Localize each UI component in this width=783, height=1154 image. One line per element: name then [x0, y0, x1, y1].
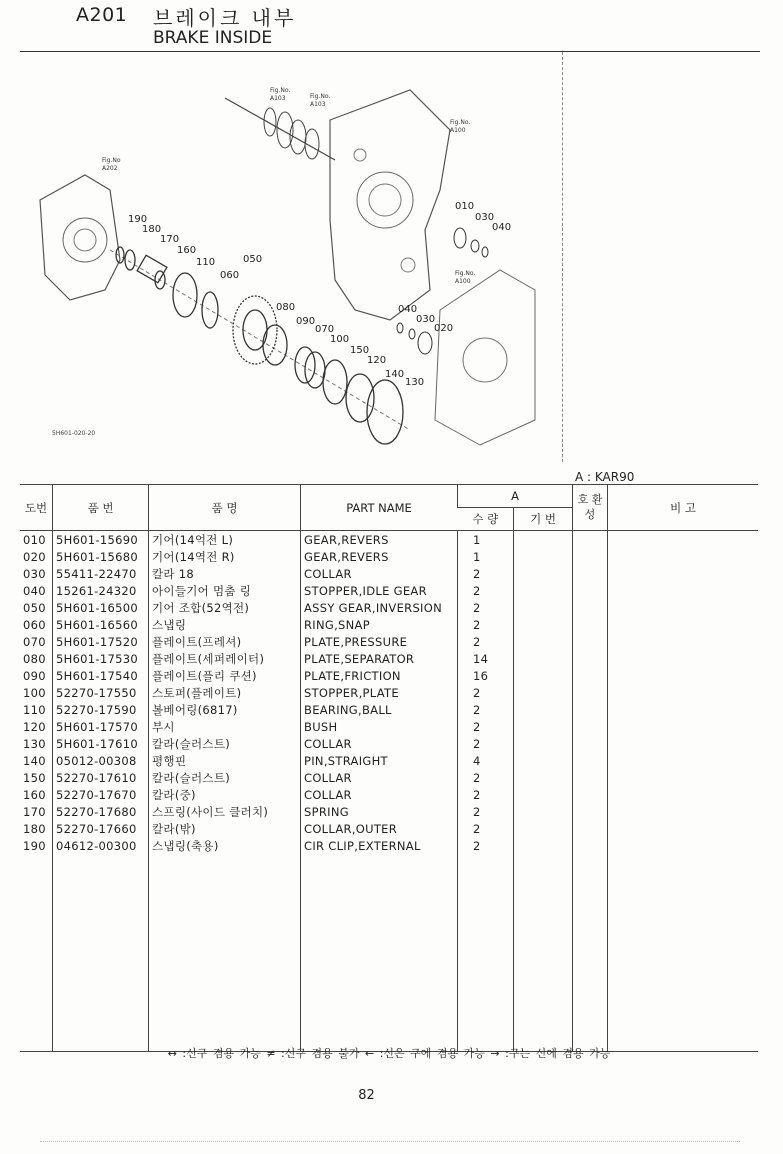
blank-cell: [149, 854, 301, 1052]
part-name-korean: 플레이트(플리 쿠션): [149, 667, 301, 684]
remarks: [608, 684, 759, 701]
interchangeability: [573, 701, 608, 718]
part-ref-no: 060: [23, 617, 46, 632]
remarks: [608, 599, 759, 616]
part-name-korean: 플레이트(프레셔): [149, 633, 301, 650]
table-row: [20, 837, 758, 854]
table-row: [20, 531, 758, 549]
quantity: 2: [458, 616, 514, 633]
interchangeability: [573, 599, 608, 616]
part-name-korean: 기어(14억전 L): [149, 531, 301, 549]
part-name-english: PIN,STRAIGHT: [301, 752, 458, 769]
base-number: [514, 803, 573, 820]
part-ref-no: 030: [23, 566, 46, 581]
callout-label: 010: [455, 201, 475, 212]
part-number: 5H601-17530: [53, 650, 149, 667]
part-name-korean: 칼라(슬러스트): [149, 769, 301, 786]
quantity: 2: [458, 684, 514, 701]
part-name-english: COLLAR: [301, 565, 458, 582]
fig-ref-label: Fig.No.: [310, 93, 331, 100]
callout-label: 090: [296, 316, 316, 327]
remarks: [608, 803, 759, 820]
interchangeability: [573, 718, 608, 735]
table-row: [20, 718, 758, 735]
table-row: [20, 616, 758, 633]
base-number: [514, 633, 573, 650]
base-number: [514, 548, 573, 565]
part-name-korean: 스프링(사이드 클러치): [149, 803, 301, 820]
part-name-korean: 칼라(슬러스트): [149, 735, 301, 752]
interchange-legend: ↔ :신구 겸용 가능 ≠ :신구 겸용 불가 ← :신은 구에 겸용 가능 → :구는 신에 겸용 가능: [167, 1047, 611, 1060]
blank-cell: [53, 854, 149, 1052]
part-name-english: CIR CLIP,EXTERNAL: [301, 837, 458, 854]
quantity: 4: [458, 752, 514, 769]
part-number: 5H601-17540: [53, 667, 149, 684]
drawing-code: 5H601-020-20: [52, 430, 96, 437]
table-row: [20, 633, 758, 650]
interchangeability: [573, 769, 608, 786]
callout-label: 040: [398, 304, 418, 315]
part-name-english: GEAR,REVERS: [301, 531, 458, 549]
table-row: [20, 548, 758, 565]
page-number: 82: [358, 1088, 375, 1103]
part-ref-no: 140: [23, 753, 46, 768]
col-header-part-name: PART NAME: [301, 485, 458, 531]
part-name-english: SPRING: [301, 803, 458, 820]
part-number: 52270-17680: [53, 803, 149, 820]
interchangeability: [573, 684, 608, 701]
blank-cell: [514, 854, 573, 1052]
catalog-code: A201: [76, 4, 128, 26]
fig-ref-label: Fig.No.: [455, 270, 476, 277]
remarks: [608, 667, 759, 684]
part-number: 5H601-16500: [53, 599, 149, 616]
part-ref-no: 080: [23, 651, 46, 666]
remarks: [608, 531, 759, 549]
callout-label: 030: [475, 212, 495, 223]
part-number: 52270-17590: [53, 701, 149, 718]
col-header-base-no: 기 번: [514, 508, 573, 531]
part-number: 5H601-17610: [53, 735, 149, 752]
quantity: 2: [458, 599, 514, 616]
interchangeability: [573, 667, 608, 684]
blank-cell: [20, 854, 53, 1052]
callout-label: 040: [492, 222, 512, 233]
interchangeability: [573, 548, 608, 565]
quantity: 2: [458, 735, 514, 752]
part-number: 52270-17550: [53, 684, 149, 701]
page-title-korean: 브레이크 내부: [153, 6, 297, 30]
part-number: 5H601-15680: [53, 548, 149, 565]
table-row: [20, 752, 758, 769]
part-name-english: BUSH: [301, 718, 458, 735]
table-blank-area: [20, 854, 758, 1052]
base-number: [514, 718, 573, 735]
remarks: [608, 752, 759, 769]
base-number: [514, 701, 573, 718]
part-name-korean: 스냅링(축용): [149, 837, 301, 854]
base-number: [514, 769, 573, 786]
part-ref-no: 150: [23, 770, 46, 785]
table-row: [20, 667, 758, 684]
part-name-korean: 평행핀: [149, 752, 301, 769]
parts-table: [20, 484, 758, 1052]
base-number: [514, 599, 573, 616]
part-name-english: STOPPER,PLATE: [301, 684, 458, 701]
col-header-group-a: A: [458, 485, 573, 508]
interchangeability: [573, 565, 608, 582]
part-name-korean: 기어 조합(52역전): [149, 599, 301, 616]
quantity: 2: [458, 803, 514, 820]
table-row: [20, 599, 758, 616]
part-name-korean: 칼라(중): [149, 786, 301, 803]
part-name-english: COLLAR,OUTER: [301, 820, 458, 837]
blank-cell: [458, 854, 514, 1052]
callout-label: 060: [220, 270, 240, 281]
part-name-english: RING,SNAP: [301, 616, 458, 633]
part-name-english: STOPPER,IDLE GEAR: [301, 582, 458, 599]
part-ref-no: 010: [23, 532, 46, 547]
interchangeability: [573, 582, 608, 599]
part-number: 52270-17660: [53, 820, 149, 837]
part-number: 5H601-16560: [53, 616, 149, 633]
part-ref-no: 020: [23, 549, 46, 564]
base-number: [514, 667, 573, 684]
callout-label: 100: [330, 334, 350, 345]
part-ref-no: 100: [23, 685, 46, 700]
table-row: [20, 769, 758, 786]
part-name-korean: 스토퍼(플레이트): [149, 684, 301, 701]
part-name-english: BEARING,BALL: [301, 701, 458, 718]
base-number: [514, 820, 573, 837]
callout-label: 180: [142, 224, 162, 235]
interchangeability: [573, 803, 608, 820]
quantity: 2: [458, 565, 514, 582]
part-name-korean: 칼라(밖): [149, 820, 301, 837]
base-number: [514, 650, 573, 667]
remarks: [608, 650, 759, 667]
base-number: [514, 531, 573, 549]
base-number: [514, 837, 573, 854]
callout-label: 020: [434, 323, 454, 334]
part-number: 05012-00308: [53, 752, 149, 769]
fig-ref-number: A100: [455, 278, 471, 285]
part-ref-no: 180: [23, 821, 46, 836]
exploded-parts-diagram: [30, 60, 555, 450]
fig-ref-label: Fig.No.: [450, 119, 471, 126]
quantity: 16: [458, 667, 514, 684]
blank-cell: [573, 854, 608, 1052]
part-name-korean: 기어(14역전 R): [149, 548, 301, 565]
part-number: 5H601-15690: [53, 531, 149, 549]
table-row: [20, 701, 758, 718]
part-ref-no: 040: [23, 583, 46, 598]
part-name-korean: 아이들기어 멈춤 링: [149, 582, 301, 599]
fig-ref-label: Fig.No: [102, 157, 121, 164]
quantity: 2: [458, 718, 514, 735]
base-number: [514, 735, 573, 752]
part-name-english: ASSY GEAR,INVERSION: [301, 599, 458, 616]
base-number: [514, 786, 573, 803]
callout-label: 130: [405, 377, 425, 388]
table-row: [20, 803, 758, 820]
fig-ref-number: A103: [310, 101, 326, 108]
part-ref-no: 110: [23, 702, 46, 717]
fig-ref-label: Fig.No.: [270, 87, 291, 94]
part-ref-no: 120: [23, 719, 46, 734]
col-header-part-no: 품 번: [53, 485, 149, 531]
page-title-english: BRAKE INSIDE: [153, 28, 273, 48]
interchangeability: [573, 531, 608, 549]
remarks: [608, 735, 759, 752]
fig-ref-number: A103: [270, 95, 286, 102]
interchangeability: [573, 650, 608, 667]
quantity: 1: [458, 548, 514, 565]
quantity: 2: [458, 769, 514, 786]
remarks: [608, 548, 759, 565]
callout-label: 170: [160, 234, 180, 245]
part-ref-no: 190: [23, 838, 46, 853]
part-number: 04612-00300: [53, 837, 149, 854]
part-name-korean: 스냅링: [149, 616, 301, 633]
part-number: 5H601-17570: [53, 718, 149, 735]
callout-label: 190: [128, 214, 148, 225]
interchangeability: [573, 837, 608, 854]
interchangeability: [573, 786, 608, 803]
quantity: 14: [458, 650, 514, 667]
table-row: [20, 786, 758, 803]
remarks: [608, 718, 759, 735]
callout-label: 140: [385, 369, 405, 380]
callout-label: 160: [177, 245, 197, 256]
remarks: [608, 565, 759, 582]
part-name-english: GEAR,REVERS: [301, 548, 458, 565]
part-name-english: COLLAR: [301, 786, 458, 803]
table-row: [20, 565, 758, 582]
header-rule: [20, 51, 760, 52]
part-ref-no: 160: [23, 787, 46, 802]
remarks: [608, 616, 759, 633]
part-number: 55411-22470: [53, 565, 149, 582]
interchangeability: [573, 633, 608, 650]
blank-cell: [301, 854, 458, 1052]
callout-label: 030: [416, 314, 436, 325]
table-row: [20, 684, 758, 701]
table-row: [20, 582, 758, 599]
remarks: [608, 633, 759, 650]
part-ref-no: 090: [23, 668, 46, 683]
remarks: [608, 769, 759, 786]
fig-ref-number: A100: [450, 127, 466, 134]
quantity: 2: [458, 837, 514, 854]
base-number: [514, 616, 573, 633]
callout-label: 050: [243, 254, 263, 265]
col-header-remarks: 비 고: [608, 485, 759, 531]
interchangeability: [573, 735, 608, 752]
part-name-english: PLATE,FRICTION: [301, 667, 458, 684]
callout-label: 080: [276, 302, 296, 313]
fig-ref-number: A202: [102, 165, 118, 172]
callout-label: 120: [367, 355, 387, 366]
part-name-english: COLLAR: [301, 735, 458, 752]
col-header-qty: 수 량: [458, 508, 514, 531]
base-number: [514, 565, 573, 582]
quantity: 1: [458, 531, 514, 549]
quantity: 2: [458, 701, 514, 718]
base-number: [514, 684, 573, 701]
callout-label: 110: [196, 257, 216, 268]
col-header-interchange: 호 환 성: [573, 485, 608, 531]
part-name-english: PLATE,SEPARATOR: [301, 650, 458, 667]
remarks: [608, 820, 759, 837]
quantity: 2: [458, 820, 514, 837]
part-ref-no: 170: [23, 804, 46, 819]
remarks: [608, 582, 759, 599]
col-header-no: 도번: [20, 485, 53, 531]
part-name-english: PLATE,PRESSURE: [301, 633, 458, 650]
table-row: [20, 820, 758, 837]
base-number: [514, 752, 573, 769]
remarks: [608, 701, 759, 718]
quantity: 2: [458, 786, 514, 803]
blank-cell: [608, 854, 759, 1052]
part-name-korean: 부시: [149, 718, 301, 735]
part-number: 15261-24320: [53, 582, 149, 599]
model-label: A : KAR90: [575, 470, 635, 484]
quantity: 2: [458, 633, 514, 650]
bottom-rule: [40, 1141, 740, 1142]
part-number: 5H601-17520: [53, 633, 149, 650]
part-ref-no: 050: [23, 600, 46, 615]
table-row: [20, 735, 758, 752]
remarks: [608, 837, 759, 854]
col-header-name-ko: 품 명: [149, 485, 301, 531]
part-number: 52270-17670: [53, 786, 149, 803]
interchangeability: [573, 820, 608, 837]
part-name-korean: 볼베어링(6817): [149, 701, 301, 718]
table-row: [20, 650, 758, 667]
diagram-divider: [562, 52, 563, 462]
base-number: [514, 582, 573, 599]
interchangeability: [573, 752, 608, 769]
quantity: 2: [458, 582, 514, 599]
part-name-korean: 칼라 18: [149, 565, 301, 582]
part-name-english: COLLAR: [301, 769, 458, 786]
part-name-korean: 플레이트(세퍼레이터): [149, 650, 301, 667]
callout-label: 150: [350, 345, 370, 356]
remarks: [608, 786, 759, 803]
part-ref-no: 130: [23, 736, 46, 751]
part-number: 52270-17610: [53, 769, 149, 786]
part-ref-no: 070: [23, 634, 46, 649]
interchangeability: [573, 616, 608, 633]
callout-label: 070: [315, 324, 335, 335]
